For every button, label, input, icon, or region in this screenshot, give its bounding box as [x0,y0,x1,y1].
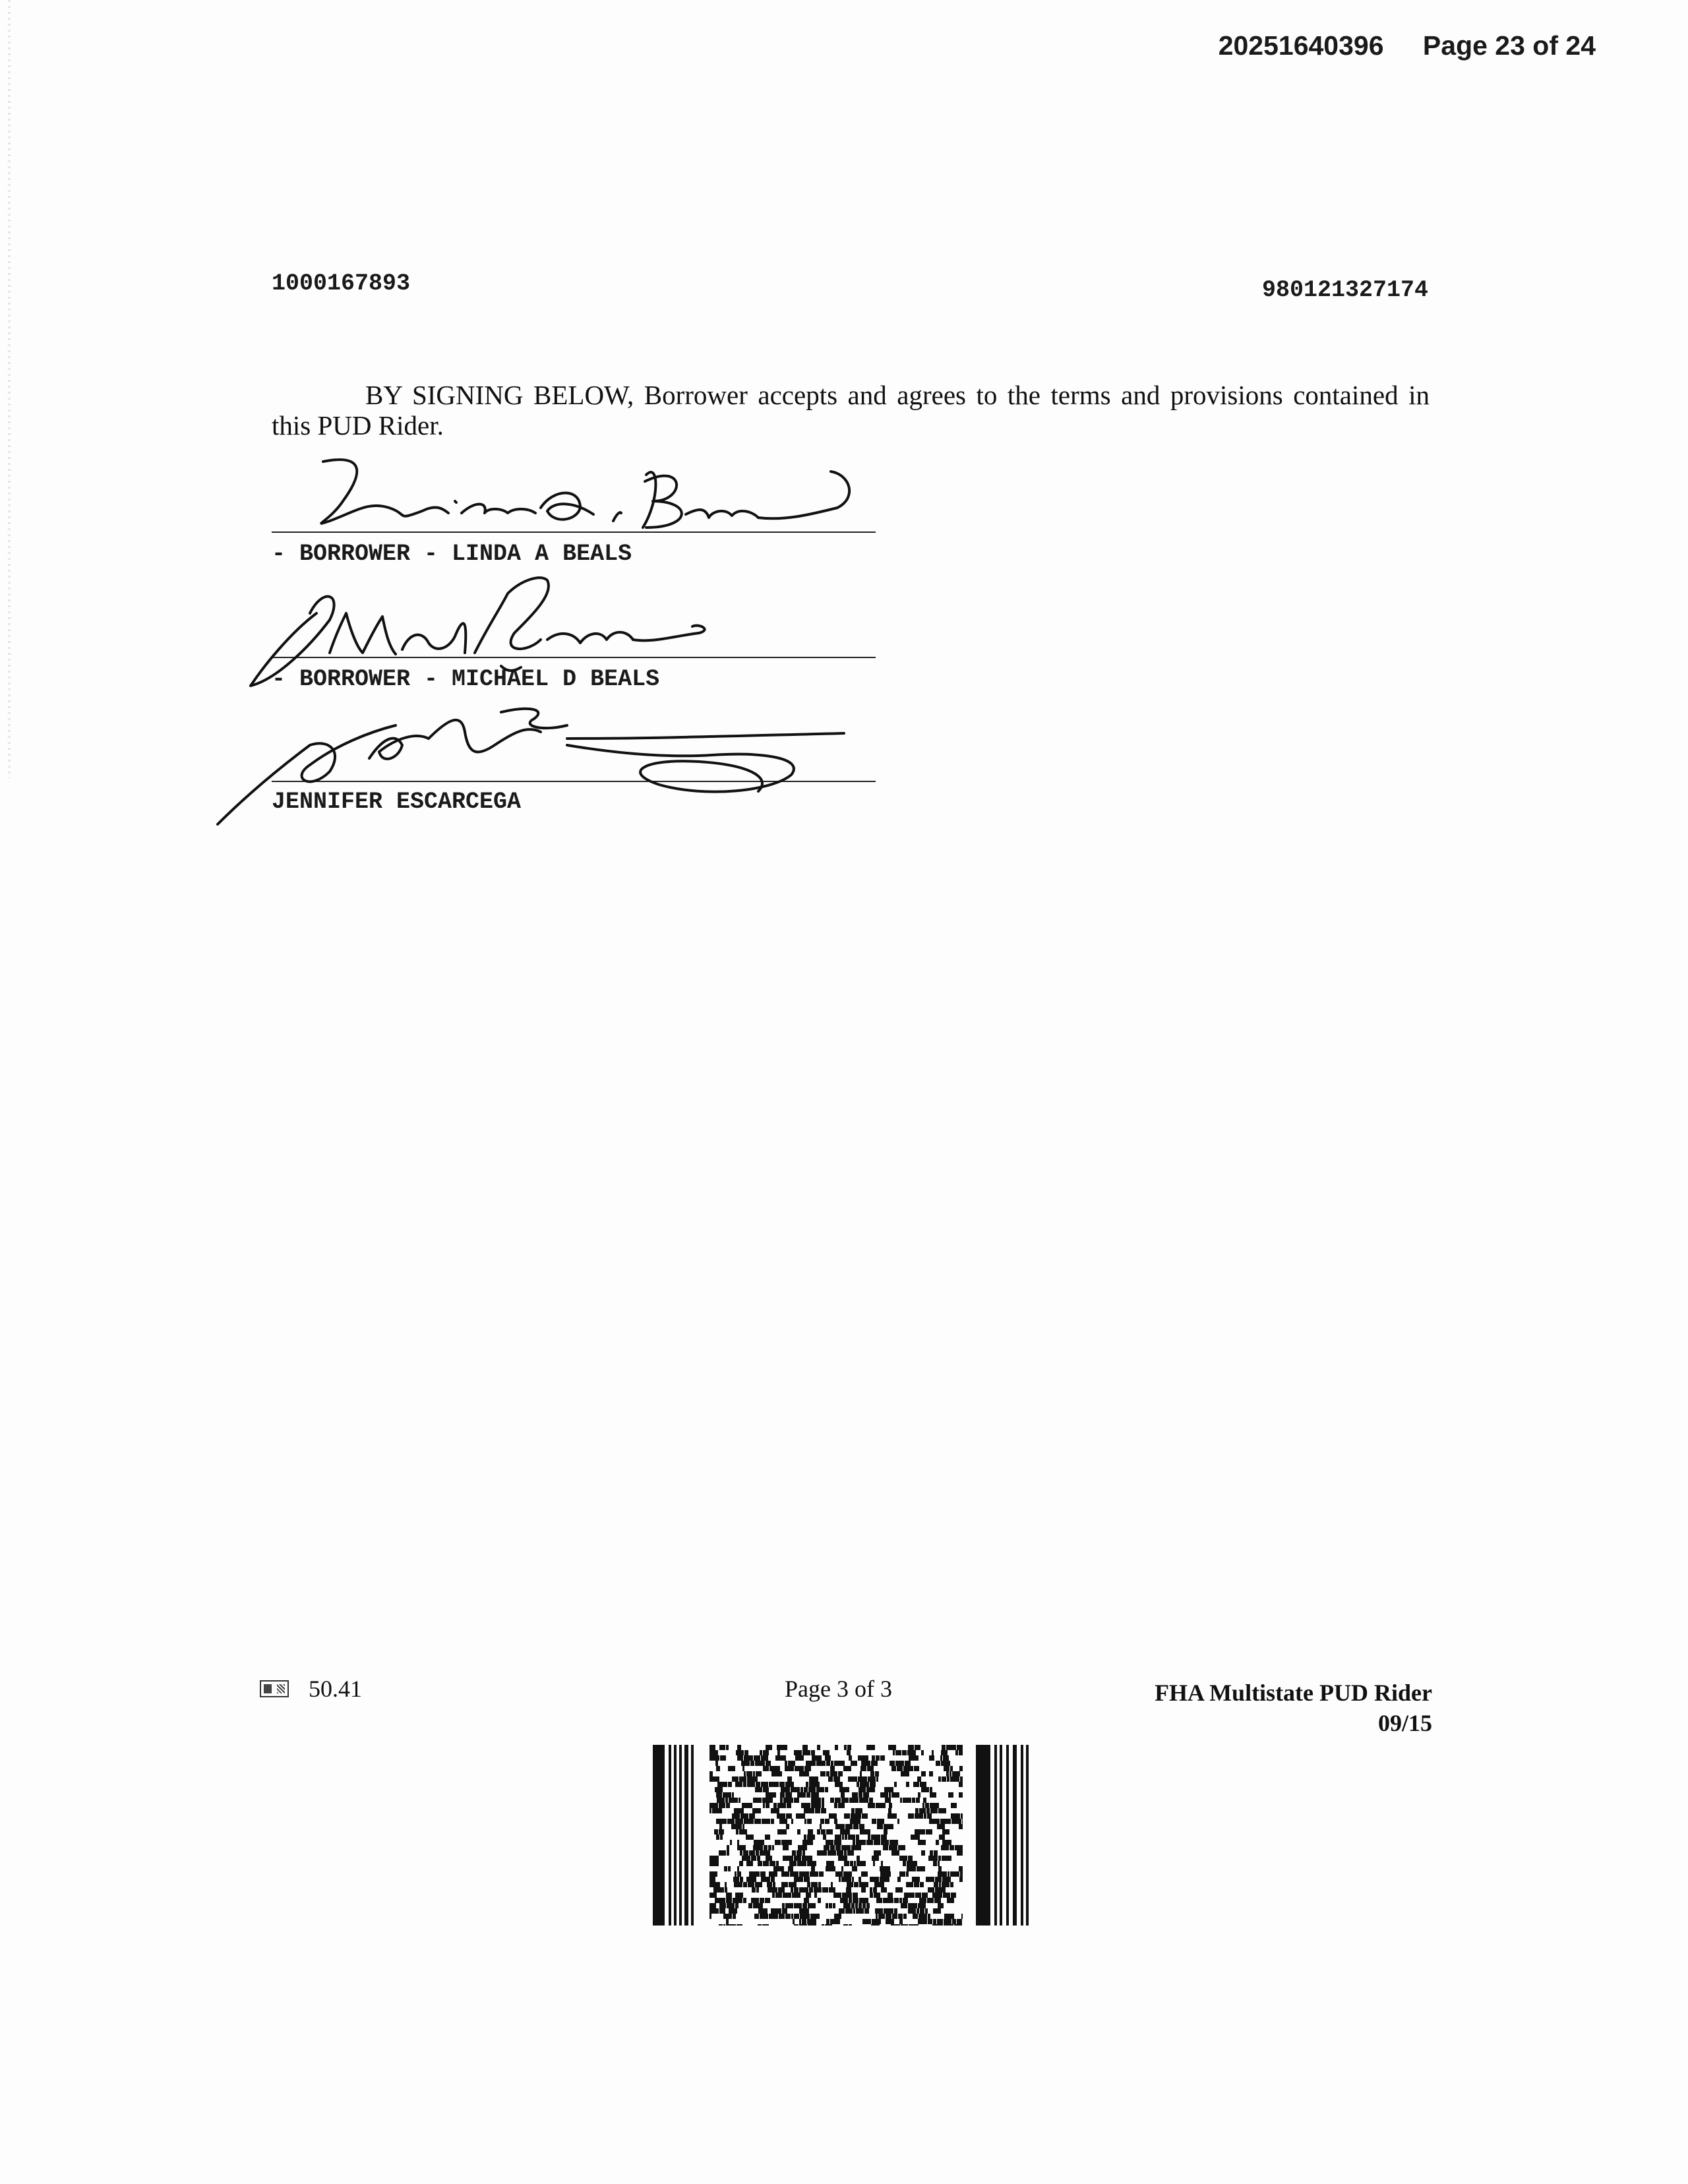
form-date: 09/15 [1377,1710,1432,1736]
page-of-label: Page 3 of 3 [785,1676,892,1702]
document-number: 20251640396 [1218,30,1384,61]
signature-label-1: - BORROWER - LINDA A BEALS [272,541,632,567]
form-title-block [1155,1678,1432,1738]
case-number: 980121327174 [1261,277,1428,303]
signature-jennifer-escarcega [218,709,844,824]
signature-block [0,0,1688,857]
form-logo-icon [260,1680,289,1697]
signature-label-3: JENNIFER ESCARCEGA [272,789,522,815]
page-label: Page 23 of 24 [1422,30,1596,61]
loan-number: 1000167893 [272,270,411,297]
pdf417-barcode [653,1745,1029,1926]
form-title: FHA Multistate PUD Rider [1155,1680,1432,1706]
form-code: 50.41 [309,1676,362,1702]
signature-linda-beals [321,460,849,528]
signature-label-2: - BORROWER - MICHAEL D BEALS [272,666,660,692]
handwritten-signatures [0,0,1688,857]
signature-michael-beals [251,578,705,686]
acceptance-paragraph: BY SIGNING BELOW, Borrower accepts and agrees to the terms and provisions contained in this PUD Rider. [272,380,1430,440]
form-code-block [260,1675,362,1703]
